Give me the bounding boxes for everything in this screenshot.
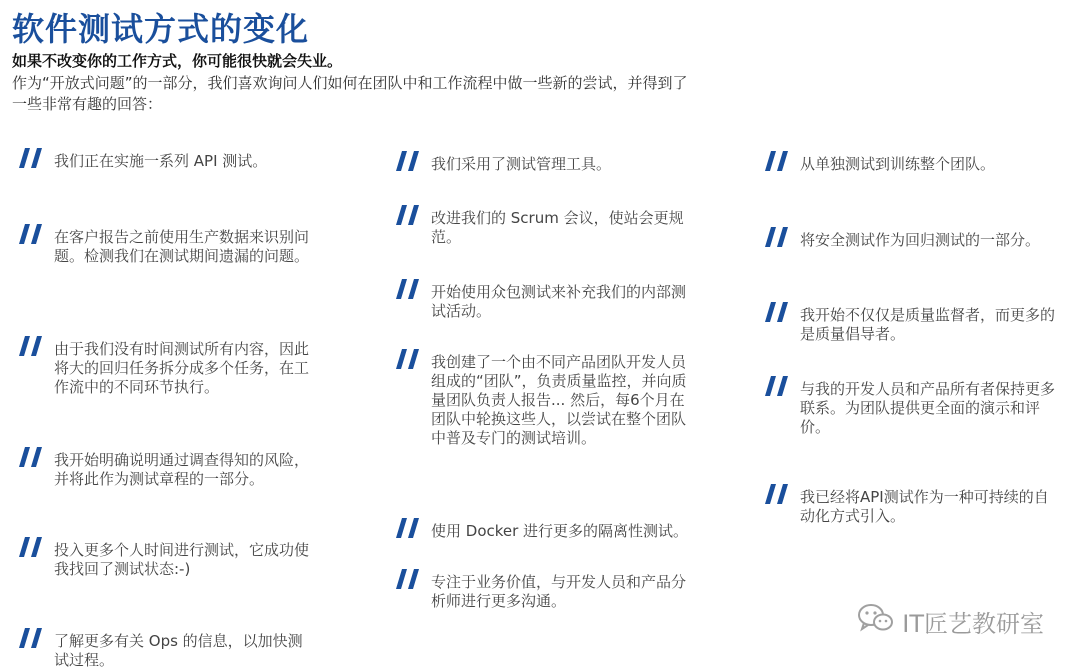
double-slash-quote-icon [14,535,50,559]
quote-item [14,451,314,489]
quote-item [760,306,1060,344]
quote-item [391,209,691,247]
quote-text: 我们正在实施一系列 API 测试。 [54,152,268,170]
double-slash-quote-icon [391,149,427,173]
double-slash-quote-icon [14,334,50,358]
quote-item [391,155,691,174]
double-slash-quote-icon [391,277,427,301]
quote-text: 与我的开发人员和产品所有者保持更多联系。为团队提供更全面的演示和评价。 [800,380,1056,436]
quote-item [760,488,1060,526]
quote-item [14,541,314,579]
page-subtitle: 如果不改变你的工作方式，你可能很快就会失业。 [12,52,343,70]
double-slash-quote-icon [760,374,796,398]
wechat-icon [856,602,902,640]
quote-text: 使用 Docker 进行更多的隔离性测试。 [431,522,689,540]
quote-text: 改进我们的 Scrum 会议，使站会更规范。 [431,209,684,246]
double-slash-quote-icon [14,445,50,469]
quote-text: 投入更多个人时间进行测试，它成功使我找回了测试状态:-) [54,541,310,578]
quote-text: 我开始不仅仅是质量监督者，而更多的是质量倡导者。 [800,306,1056,343]
quote-item [391,353,691,448]
double-slash-quote-icon [760,225,796,249]
double-slash-quote-icon [760,300,796,324]
quote-text: 从单独测试到训练整个团队。 [800,155,996,173]
quote-item [14,228,314,266]
quote-item [760,380,1060,437]
watermark-text: IT匠艺教研室 [902,609,1044,638]
double-slash-quote-icon [391,203,427,227]
double-slash-quote-icon [760,482,796,506]
quote-item [391,573,691,611]
double-slash-quote-icon [391,347,427,371]
quote-text: 将安全测试作为回归测试的一部分。 [800,231,1041,249]
double-slash-quote-icon [14,222,50,246]
double-slash-quote-icon [391,516,427,540]
quote-item [14,340,314,397]
quote-text: 由于我们没有时间测试所有内容，因此将大的回归任务拆分成多个任务，在工作流中的不同环节执行。 [54,340,310,396]
double-slash-quote-icon [391,567,427,591]
quote-item [760,231,1060,250]
intro-paragraph: 作为“开放式问题”的一部分，我们喜欢询问人们如何在团队中和工作流程中做一些新的尝试，并得到了一些非常有趣的回答： [12,74,688,113]
quote-item [14,152,314,171]
quote-text: 在客户报告之前使用生产数据来识别问题。检测我们在测试期间遗漏的问题。 [54,228,310,265]
quote-item [14,632,314,670]
watermark [856,602,1044,640]
double-slash-quote-icon [760,149,796,173]
quote-text: 了解更多有关 Ops 的信息，以加快测试过程。 [54,632,303,669]
quote-text: 我开始明确说明通过调查得知的风险，并将此作为测试章程的一部分。 [54,451,310,488]
quote-item [391,283,691,321]
quote-item [760,155,1060,174]
quote-text: 我创建了一个由不同产品团队开发人员组成的“团队”，负责质量监控，并向质量团队负责人报告... 然后，每6个月在团队中轮换这些人，以尝试在整个团队中普及专门的测试培训。 [431,353,687,447]
quote-text: 专注于业务价值，与开发人员和产品分析师进行更多沟通。 [431,573,687,610]
double-slash-quote-icon [14,146,50,170]
quote-text: 我们采用了测试管理工具。 [431,155,612,173]
quote-text: 我已经将API测试作为一种可持续的自动化方式引入。 [800,488,1049,525]
page-title: 软件测试方式的变化 [12,10,310,48]
quote-item [391,522,691,541]
quote-text: 开始使用众包测试来补充我们的内部测试活动。 [431,283,687,320]
double-slash-quote-icon [14,626,50,650]
